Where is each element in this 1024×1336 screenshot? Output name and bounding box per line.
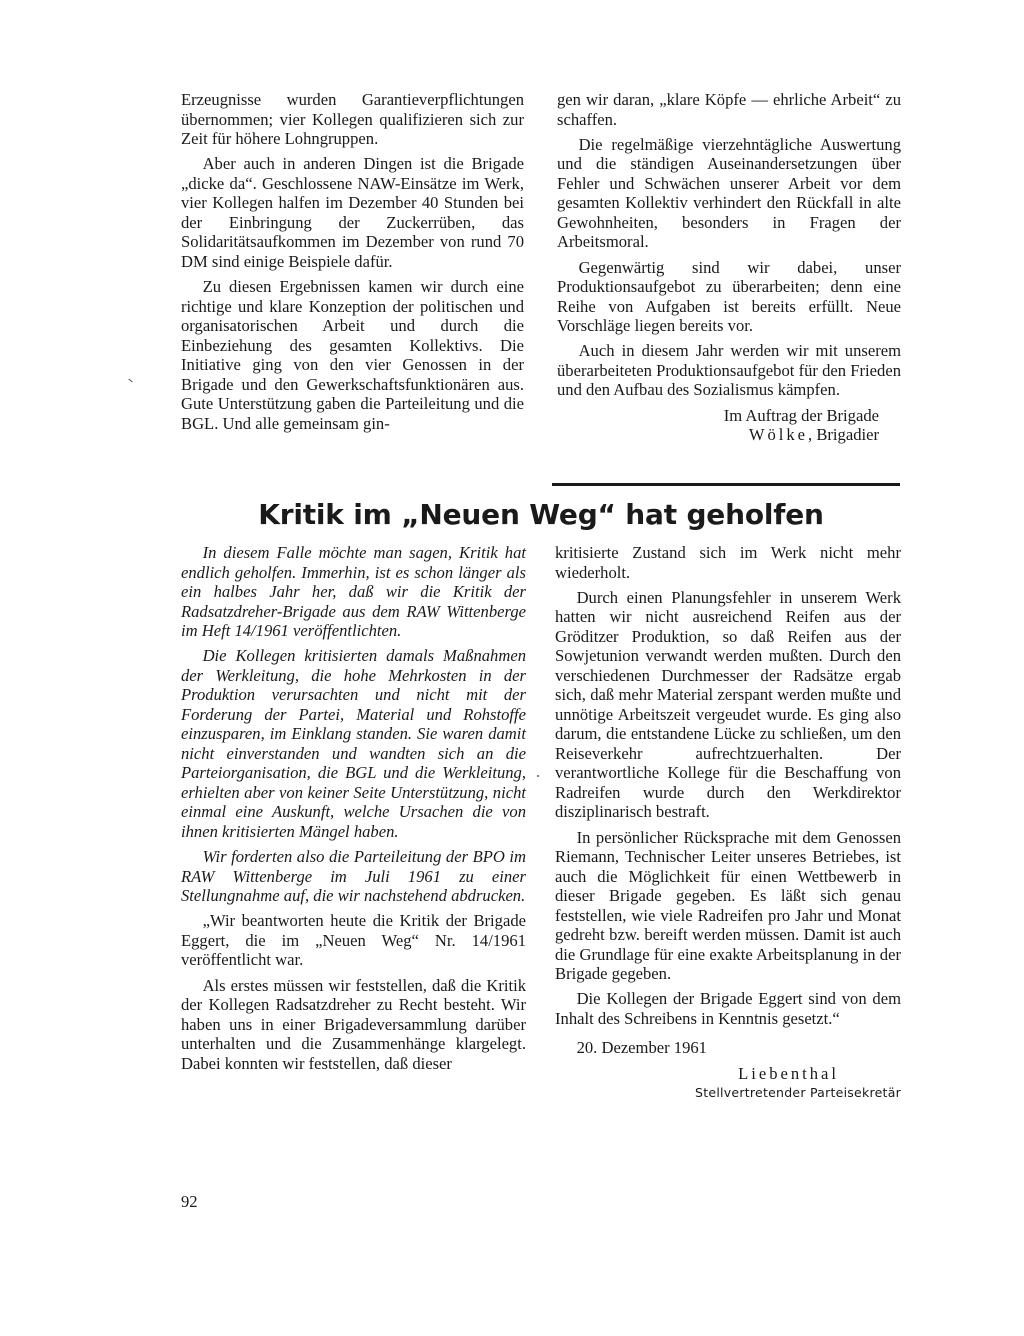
scan-speck [537,775,539,777]
paragraph: Erzeugnisse wurden Garantieverpflichtungen übernommen; vier Kollegen qualifizieren sich zur Zeit für höhere Lohngruppen. [181,90,524,148]
paragraph: Als erstes müssen wir feststellen, daß die Kritik der Kollegen Radsatzdreher zu Recht besteht. Wir haben uns in einer Brigadeversammlung darüber unterhalten und die Zusammenhänge klargelegt. Dabei konnten wir feststellen, daß dieser [181,975,526,1073]
article-headline: Kritik im „Neuen Weg“ hat geholfen [258,498,824,531]
paragraph: Gegenwärtig sind wir dabei, unser Produktionsaufgebot zu überarbeiten; denn eine Reihe von Aufgaben ist bereits erfüllt. Neue Vorschläge liegen bereits vor. [557,257,901,336]
paragraph: Auch in diesem Jahr werden wir mit unserem überarbeiteten Produktionsaufgebot für den Frieden und den Aufbau des Sozialismus kämpfen. [557,341,901,400]
letter-date: 20. Dezember 1961 [576,1038,707,1058]
section-divider [552,483,900,486]
intro-paragraph: Die Kollegen kritisierten damals Maßnahmen der Werkleitung, die hohe Mehrkosten in der Produktion verursachten und nicht mit der Forderung der Partei, Material und Rohstoffe einzusparen, im Einklang standen. Sie waren damit nicht einverstanden und wandten sich an die Parteiorganisation, die BGL und die Werkleitung, erhielten aber von keiner Seite Unterstützung, nicht einmal eine Auskunft, welche Ursachen die von ihnen kritisierten Mängel haben. [181,646,526,841]
paragraph: gen wir daran, „klare Köpfe — ehrliche Arbeit“ zu schaffen. [557,90,901,129]
signature-block [557,425,901,445]
editorial-intro [181,543,526,906]
paragraph: Zu diesen Ergebnissen kamen wir durch eine richtige und klare Konzeption der politischen und organisatorischen Arbeit und durch die Einbeziehung des gesamten Kollektivs. Die Initiative ging von den vier Genossen in der Brigade und den Gewerkschaftsfunktionären aus. Gute Unterstützung gaben die Parteileitung und die BGL. Und alle gemeinsam gin- [181,277,524,433]
signer-role: Stellvertretender Parteisekretär [695,1085,901,1101]
page-number: 92 [181,1192,198,1211]
signature-line: Im Auftrag der Brigade [723,405,879,425]
paragraph: Durch einen Planungsfehler in unserem Werk hatten wir nicht ausreichend Reifen aus der Gröditzer Produktion, so daß Reifen aus der Sowjetunion verwandt werden mußten. Durch den verschiedenen Durchmesser der Radsätze ergab sich, daß mehr Material zerspant werden mußte und unnötige Arbeitszeit vergeudet wurde. Es ging also darum, die entstandene Lücke zu schließen, um den Reiseverkehr aufrechtzuerhalten. Der verantwortliche Kollege für die Beschaffung von Radreifen wurde durch den Werkdirektor disziplinarisch bestraft. [555,587,901,822]
signature-role: , Brigadier [808,425,879,445]
intro-paragraph: In diesem Falle möchte man sagen, Kritik hat endlich geholfen. Immerhin, ist es schon länger als ein halbes Jahr her, daß wir die Kritik der Radsatzdreher-Brigade aus dem RAW Wittenberge im Heft 14/1961 veröffentlichten. [181,543,526,640]
signer-name: Liebenthal [738,1063,839,1083]
paragraph: Aber auch in anderen Dingen ist die Brigade „dicke da“. Geschlossene NAW-Einsätze im Werk, vier Kollegen halfen im Dezember 40 Stunden bei der Einbringung der Zuckerrüben, das Solidaritätsaufkommen im Dezember von rund 70 DM sind einige Beispiele dafür. [181,154,524,271]
top-right-column [557,90,901,445]
paragraph: Die regelmäßige vierzehntägliche Auswertung und die ständigen Auseinandersetzungen über Fehler und Schwächen unserer Arbeit vor dem gesamten Kollektiv verhindert den Rückfall in alte Gewohnheiten, besonders in Fragen der Arbeitsmoral. [557,134,901,252]
scan-speck [128,379,132,383]
signature-name: Wölke [748,425,809,445]
bottom-right-column [555,543,901,1103]
paragraph: Die Kollegen der Brigade Eggert sind von dem Inhalt des Schreibens in Kenntnis gesetzt.“ [555,989,901,1028]
intro-paragraph: Wir forderten also die Parteileitung der BPO im RAW Wittenberge im Juli 1961 zu einer Stellungnahme auf, die wir nachstehend abdrucken. [181,847,526,906]
paragraph: In persönlicher Rücksprache mit dem Genossen Riemann, Technischer Leiter unseres Betriebes, ist auch die Möglichkeit für einen Wettbewerb in dieser Brigade gegeben. Es läßt sich genau feststellen, wie viele Radreifen pro Jahr und Monat gedreht bzw. bereift werden müssen. Damit ist auch die Grundlage für eine exakte Arbeitsplanung in der Brigade gegeben. [555,827,901,984]
paragraph: kritisierte Zustand sich im Werk nicht mehr wiederholt. [555,543,901,582]
top-left-column [181,90,524,439]
bottom-left-column [181,543,526,1079]
paragraph: „Wir beantworten heute die Kritik der Brigade Eggert, die im „Neuen Weg“ Nr. 14/1961 veröffentlicht war. [181,911,526,970]
